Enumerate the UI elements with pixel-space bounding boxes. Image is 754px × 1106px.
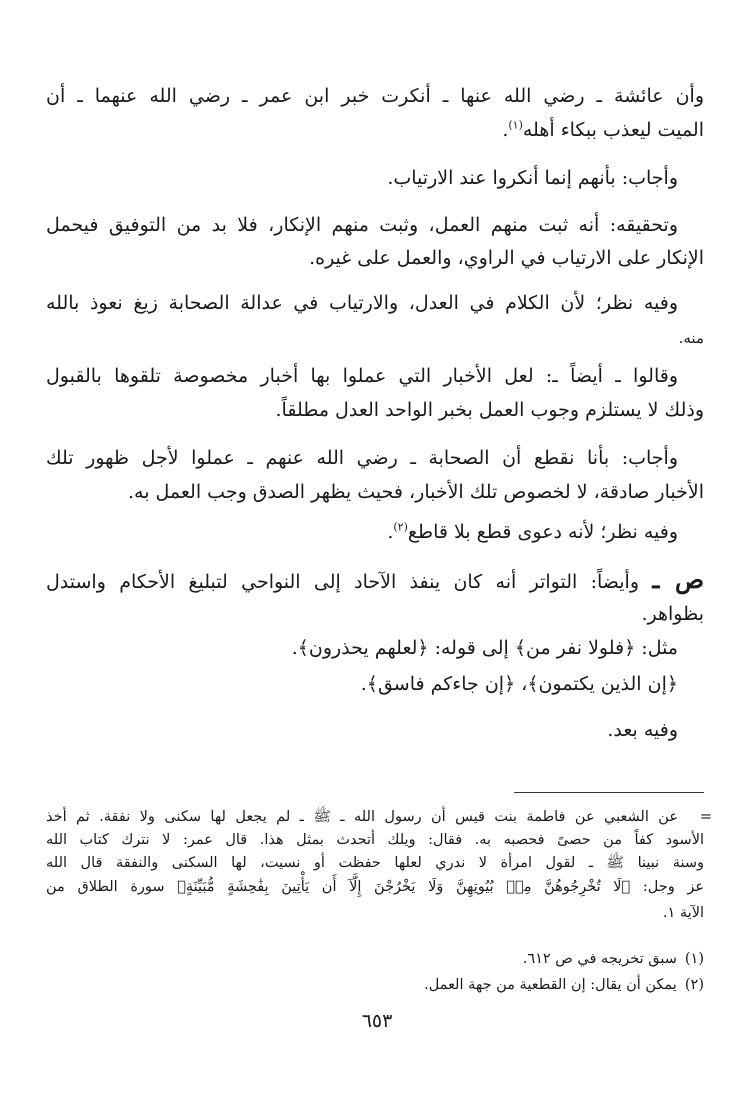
body-text: وفيه نظر؛ لأنه دعوى قطع بلا قاطع	[407, 521, 678, 543]
body-line: وأجاب: بأنهم إنما أنكروا عند الارتياب.	[387, 167, 678, 189]
body-line: وقالوا ـ أيضاً ـ: لعل الأخبار التي عملوا بها أخبار مخصوصة تلقوها بالقبول	[46, 365, 678, 387]
footnote-item	[46, 974, 704, 996]
body-line: وتحقيقه: أنه ثبت منهم العمل، وثبت منهم الإنكار، فلا بد من التوفيق فيحمل	[46, 214, 678, 236]
footnote-separator	[514, 792, 704, 793]
footnote-text: سبق تخريجه في ص ٦١٢.	[522, 951, 677, 967]
body-line: منه.	[678, 329, 704, 347]
section-marker: ص ـ	[652, 565, 705, 594]
footnote-continuation-mark: =	[699, 809, 712, 825]
body-line: وأن عائشة ـ رضي الله عنها ـ أنكرت خبر ابن عمر ـ رضي الله عنهما ـ أن	[46, 85, 704, 107]
body-line: وفيه بعد.	[607, 719, 678, 741]
footnote-text: يمكن أن يقال: إن القطعية من جهة العمل.	[424, 977, 677, 993]
body-line	[46, 110, 704, 150]
page-number: ٦٥٣	[361, 1010, 393, 1032]
body-line: ﴿إن الذين يكتمون﴾، ﴿إن جاءكم فاسق﴾.	[360, 673, 678, 695]
footnote-number: (٢)	[684, 977, 704, 993]
body-text: .	[502, 119, 509, 141]
footnote-line: الآية ١.	[662, 905, 704, 921]
body-line: وذلك لا يستلزم وجوب العمل بخبر الواحد العدل مطلقاً.	[275, 399, 704, 421]
body-text: وأيضاً: التواتر أنه كان ينفذ الآحاد إلى النواحي لتبليغ الأحكام واستدل	[46, 571, 640, 593]
body-line: بظواهر.	[641, 603, 704, 625]
footnote-line: الأسود كفاً من حصىً فحصبه به. فقال: ويلك أتحدث بمثل هذا. قال عمر: لا نترك كتاب الله	[46, 832, 704, 848]
body-line: مثل: ﴿فلولا نفر من﴾ إلى قوله: ﴿لعلهم يحذرون﴾.	[291, 637, 678, 659]
footnote-item	[46, 948, 704, 970]
body-line: وفيه نظر؛ لأن الكلام في العدل، والارتياب في عدالة الصحابة زيغ نعوذ بالله	[46, 292, 678, 314]
body-line: وأجاب: بأنا نقطع أن الصحابة ـ رضي الله عنهم ـ عملوا لأجل ظهور تلك	[46, 447, 678, 469]
footnote-line: وسنة نبينا ﷺ ـ لقول امرأة لا ندري لعلها حفظت أو نسيت، لها السكنى والنفقة قال الله	[46, 855, 704, 871]
footnote-line: عز وجل: ﴿لَا تُخْرِجُوهُنَّ مِنۢ بُيُوتِهِنَّ وَلَا يَخْرُجْنَ إِلَّآ أَن يَأْتِينَ بِفَٰحِشَةٍ مُّبَيِّنَةٍ﴾ سورة الطلاق من	[46, 879, 704, 895]
body-line	[46, 512, 678, 552]
footnote-ref: (١)	[508, 118, 523, 132]
body-text: الميت ليعذب ببكاء أهله	[522, 119, 704, 141]
body-line: الأخبار صادقة، لا لخصوص تلك الأخبار، فحيث يظهر الصدق وجب العمل به.	[127, 481, 704, 503]
body-text: .	[387, 521, 394, 543]
footnote-number: (١)	[684, 951, 704, 967]
footnote-ref: (٢)	[393, 520, 408, 534]
body-line: الإنكار على الارتياب في الراوي، والعمل على غيره.	[309, 247, 704, 269]
footnote-line: عن الشعبي عن فاطمة بنت قيس أن رسول الله ـ ﷺ ـ لم يجعل لها سكنى ولا نفقة. ثم أخذ	[46, 809, 678, 825]
